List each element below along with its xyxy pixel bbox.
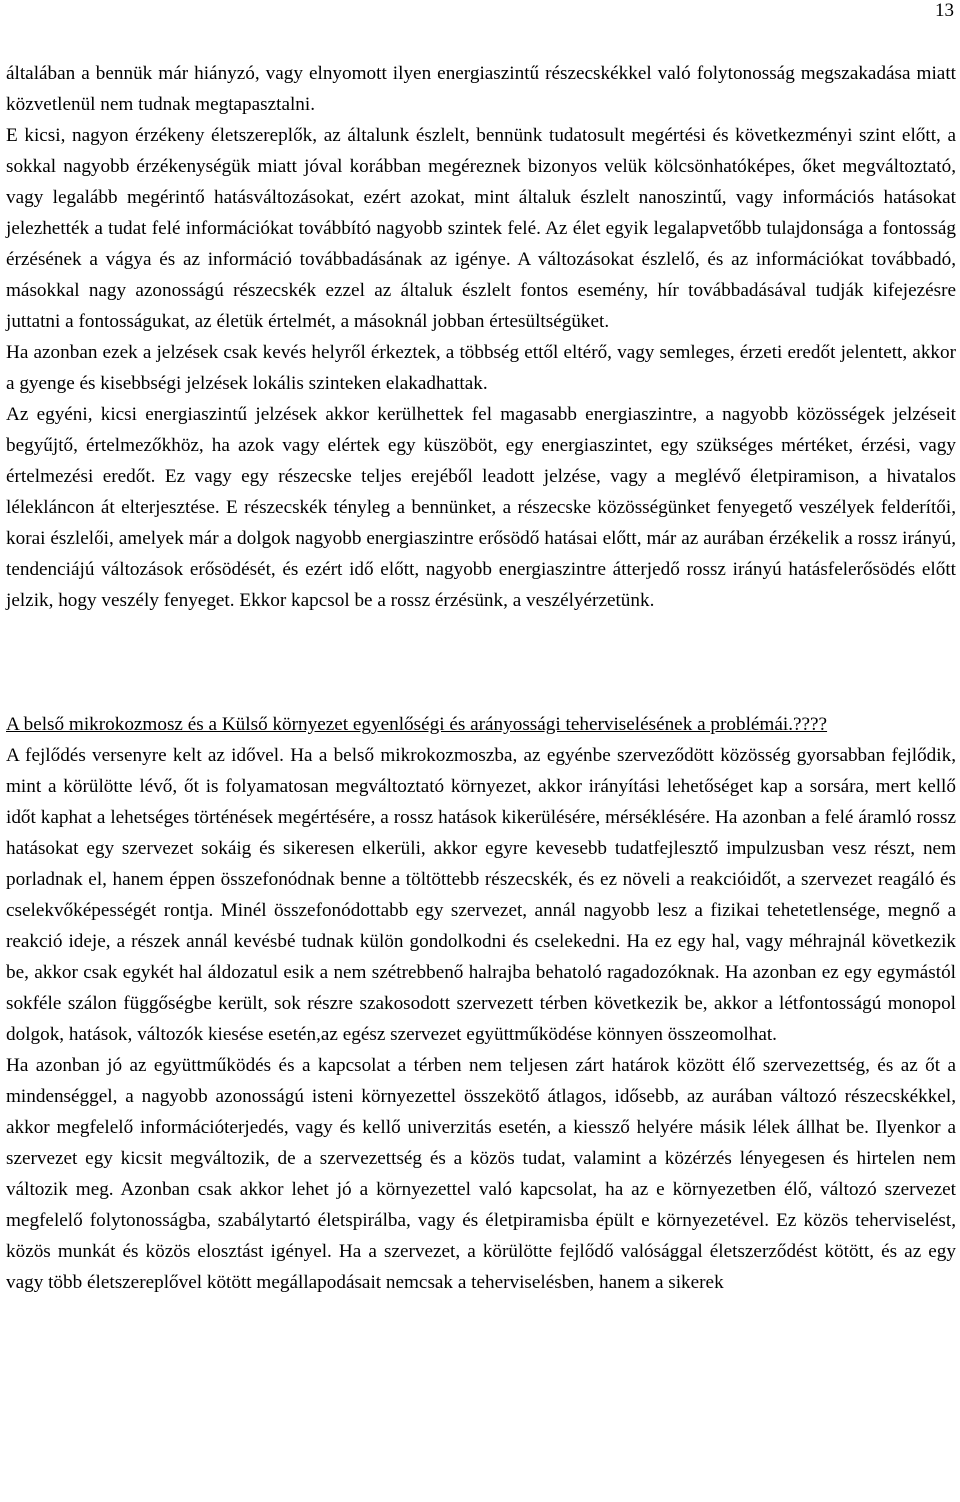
page-number: 13 bbox=[935, 0, 954, 21]
document-body bbox=[6, 58, 956, 1298]
paragraph: E kicsi, nagyon érzékeny életszereplők, az általunk észlelt, bennünk tudatosult megértési és következményi szint előtt, a sokkal nagyobb érzékenységük miatt jóval korábban megéreznek bizonyos velük kölcsönhatóképes, őket megváltoztató, vagy legalább megérintő hatásváltozásokat, ezért azokat, mint általuk észlelt nanoszintű, vagy információs hatásokat jelezhették a tudat felé információkat továbbító nagyobb szintek felé. Az élet egyik legalapvetőbb tulajdonsága a fontosság érzésének a vágya és az információ továbbadásának az igénye. A változásokat észlelő, és az információkat továbbadó, másokkal nagy azonosságú részecskék ezzel az általuk észlelt fontos esemény, hír továbbadásával tudják kifejezésre juttatni a fontosságukat, az életük értelmét, a másoknál jobban értesültségüket. bbox=[6, 125, 956, 332]
paragraph: A fejlődés versenyre kelt az idővel. Ha a belső mikrokozmoszba, az egyénbe szerveződött közösség gyorsabban fejlődik, mint a körülötte lévő, őt is folyamatosan megváltoztató környezet, akkor irányítási lehetőséget kap a sorsára, mert kellő időt kaphat a lehetséges történések megértésére, a rossz hatások kikerülésére, mérséklésére. Ha azonban a felé áramló rossz hatásokat egy szervezet sokáig és sikeresen elkerüli, akkor egyre kevesebb tudatfejlesztő impulzusban vesz részt, nem porladnak el, hanem éppen összefonódnak benne a töltöttebb részecskék, és ez növeli a reakcióidőt, a szervezet reagáló és cselekvőképességét rontja. Minél összefonódottabb egy szervezet, annál nagyobb lesz a fizikai tehetetlensége, megnő a reakció ideje, a részek annál kevésbé tudnak külön gondolkodni és cselekedni. Ha ez egy hal, vagy méhrajnál következik be, akkor csak egykét hal áldozatul esik a nem szétrebbenő halrajba behatoló ragadozóknak. Ha azonban ez egy egymástól sokféle szálon függőségbe került, sok részre szakosodott szervezett térben következik be, akkor a létfontosságú monopol dolgok, hatások, változók kiesése esetén,az egész szervezet együttműködése könnyen összeomolhat. bbox=[6, 745, 956, 1045]
section-2 bbox=[6, 709, 956, 1298]
section-gap bbox=[6, 616, 956, 709]
section-1 bbox=[6, 58, 956, 616]
paragraph: Ha azonban jó az együttműködés és a kapcsolat a térben nem teljesen zárt határok között élő szervezettség, és az őt a mindenséggel, a nagyobb azonosságú isteni környezettel összekötő átlagos, idősebb, az aurában változó részecskékkel, akkor megfelelő információterjedés, vagy és kellő univerzitás esetén, a kiessző helyére másik lélek állhat be. Ilyenkor a szervezet egy kicsit megváltozik, de a szervezettség és a közös tudat, valamint a közérzés lényegesen és hirtelen nem változik meg. Azonban csak akkor lehet jó a környezettel való kapcsolat, ha az e környezetben élő, változó szervezet megfelelő folytonosságba, szabálytartó életspirálba, vagy és életpiramisba épült e környezetével. Ez közös teherviselést, közös munkát és közös elosztást igényel. Ha a szervezet, a körülötte fejlődő valósággal életszerződést kötött, és az egy vagy több életszereplővel kötött megállapodásait nemcsak a teherviselésben, hanem a sikerek bbox=[6, 1055, 956, 1293]
paragraph: általában a bennük már hiányzó, vagy elnyomott ilyen energiaszintű részecskékkel való folytonosság megszakadása miatt közvetlenül nem tudnak megtapasztalni. bbox=[6, 63, 956, 115]
paragraph: Az egyéni, kicsi energiaszintű jelzések akkor kerülhettek fel magasabb energiaszintre, a nagyobb közösségek jelzéseit begyűjtő, értelmezőkhöz, ha azok vagy elértek egy küszöböt, egy energiaszintet, egy szükséges mértéket, érzési, vagy értelmezési eredőt. Ez vagy egy részecske teljes erejéből leadott jelzése, vagy a meglévő életpiramison, a hivatalos lélekláncon át elterjesztése. E részecskék tényleg a bennünket, a részecske közösségünket fenyegető veszélyek felderítői, korai észlelői, amelyek már a dolgok nagyobb energiaszintre erősödő hatásai előtt, már az aurában érzékelik a rossz irányú, tendenciájú változások erősödését, és ezért idő előtt, nagyobb energiaszintre átterjedő rossz irányú hatásfelerősödés előtt jelzik, hogy veszély fenyeget. Ekkor kapcsol be a rossz érzésünk, a veszélyérzetünk. bbox=[6, 404, 956, 611]
paragraph: Ha azonban ezek a jelzések csak kevés helyről érkeztek, a többség ettől eltérő, vagy semleges, érzeti eredőt jelentett, akkor a gyenge és kisebbségi jelzések lokális szinteken elakadhattak. bbox=[6, 342, 956, 394]
section-heading: A belső mikrokozmosz és a Külső környezet egyenlőségi és arányossági teherviselésének a problémái.???? bbox=[6, 714, 828, 735]
